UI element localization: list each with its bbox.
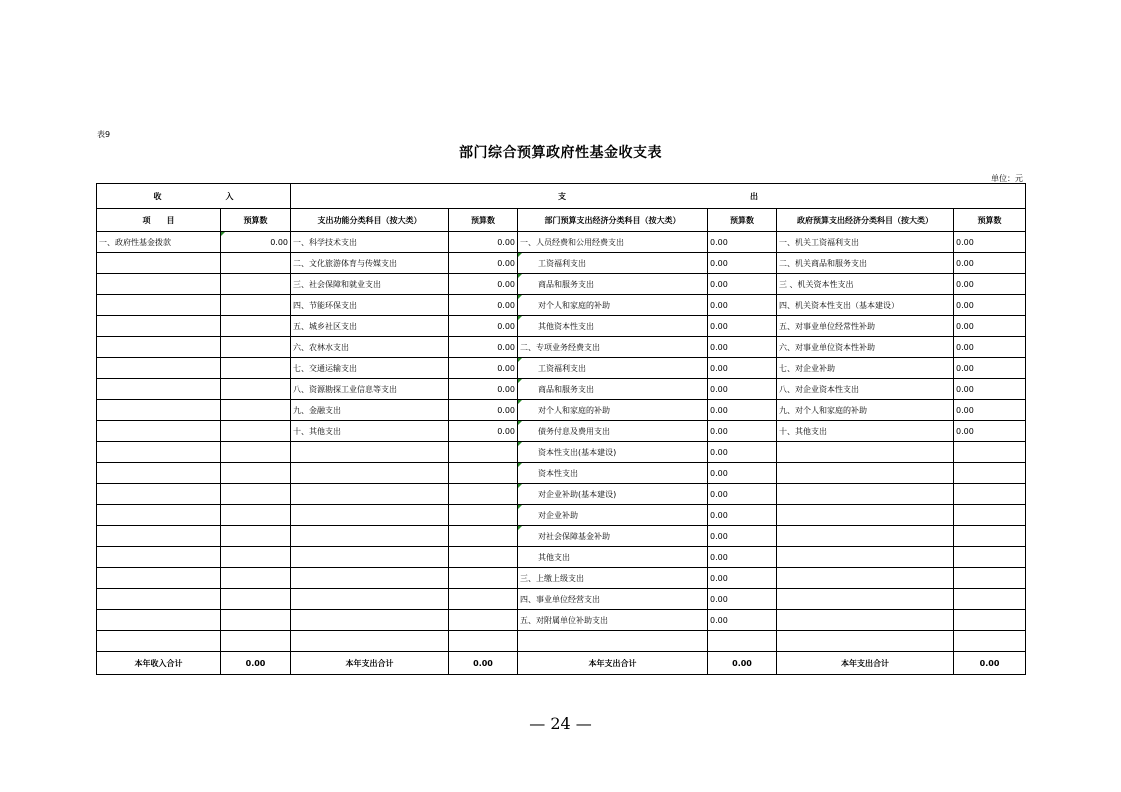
table-cell: 0.00 [708, 526, 777, 547]
table-cell: 三、上缴上级支出 [518, 568, 708, 589]
col-header: 支出功能分类科目（按大类） [291, 209, 449, 232]
table-cell: 0.00 [708, 610, 777, 631]
expense-header: 支 出 [291, 184, 1026, 209]
table-row [97, 421, 1026, 442]
table-cell: 0.00 [708, 253, 777, 274]
table-cell: 0.00 [708, 400, 777, 421]
table-cell: 0.00 [708, 547, 777, 568]
table-cell [221, 463, 291, 484]
table-cell: 六、对事业单位资本性补助 [777, 337, 954, 358]
table-cell [449, 463, 518, 484]
table-cell [777, 610, 954, 631]
table-cell [291, 610, 449, 631]
table-cell: 十、其他支出 [291, 421, 449, 442]
table-cell [449, 526, 518, 547]
table-cell: 八、资源勘探工业信息等支出 [291, 379, 449, 400]
table-cell [221, 295, 291, 316]
table-cell: 六、农林水支出 [291, 337, 449, 358]
table-cell: 十、其他支出 [777, 421, 954, 442]
table-cell [291, 505, 449, 526]
table-cell: 0.00 [708, 463, 777, 484]
table-cell [97, 610, 221, 631]
table-cell [97, 631, 221, 652]
table-cell: 0.00 [708, 295, 777, 316]
table-cell [777, 463, 954, 484]
table-cell [777, 568, 954, 589]
total-cell: 0.00 [449, 652, 518, 675]
table-cell [954, 610, 1026, 631]
table-cell [97, 316, 221, 337]
table-cell: 0.00 [708, 568, 777, 589]
table-cell [291, 589, 449, 610]
table-row [97, 589, 1026, 610]
table-cell: 一、人员经费和公用经费支出 [518, 232, 708, 253]
table-cell: 商品和服务支出 [518, 379, 708, 400]
table-cell: 0.00 [449, 358, 518, 379]
total-cell: 本年收入合计 [97, 652, 221, 675]
col-header: 预算数 [708, 209, 777, 232]
table-cell [221, 442, 291, 463]
page-title: 部门综合预算政府性基金收支表 [459, 145, 662, 161]
totals-row [97, 652, 1026, 675]
table-cell [954, 568, 1026, 589]
table-cell [97, 400, 221, 421]
table-cell [449, 568, 518, 589]
table-cell [221, 589, 291, 610]
table-row [97, 337, 1026, 358]
table-row [97, 568, 1026, 589]
table-cell [777, 589, 954, 610]
total-cell: 本年支出合计 [291, 652, 449, 675]
table-cell: 四、节能环保支出 [291, 295, 449, 316]
table-cell: 工资福利支出 [518, 253, 708, 274]
table-cell: 0.00 [954, 400, 1026, 421]
table-cell: 三、社会保障和就业支出 [291, 274, 449, 295]
table-cell: 0.00 [449, 379, 518, 400]
table-cell [449, 547, 518, 568]
total-cell: 0.00 [708, 652, 777, 675]
table-cell: 0.00 [954, 379, 1026, 400]
table-cell: 0.00 [954, 253, 1026, 274]
table-cell: 对社会保障基金补助 [518, 526, 708, 547]
table-row [97, 463, 1026, 484]
table-cell: 资本性支出 [518, 463, 708, 484]
table-row [97, 442, 1026, 463]
table-cell [221, 253, 291, 274]
budget-table [96, 183, 1026, 675]
table-cell: 0.00 [221, 232, 291, 253]
table-cell: 对企业补助 [518, 505, 708, 526]
table-row [97, 610, 1026, 631]
table-cell [777, 484, 954, 505]
table-cell: 0.00 [708, 484, 777, 505]
table-cell: 对个人和家庭的补助 [518, 400, 708, 421]
total-cell: 本年支出合计 [777, 652, 954, 675]
col-header: 项 目 [97, 209, 221, 232]
table-cell [221, 379, 291, 400]
table-cell: 三 、机关资本性支出 [777, 274, 954, 295]
table-cell [708, 631, 777, 652]
table-cell: 一、政府性基金拨款 [97, 232, 221, 253]
table-cell [97, 421, 221, 442]
table-cell: 五、城乡社区支出 [291, 316, 449, 337]
table-cell: 二、文化旅游体育与传媒支出 [291, 253, 449, 274]
table-cell: 0.00 [449, 232, 518, 253]
table-cell [777, 631, 954, 652]
table-row [97, 547, 1026, 568]
table-cell [954, 547, 1026, 568]
table-row [97, 253, 1026, 274]
table-cell: 0.00 [954, 358, 1026, 379]
table-row [97, 631, 1026, 652]
table-cell [221, 421, 291, 442]
table-cell [221, 610, 291, 631]
table-cell: 0.00 [954, 274, 1026, 295]
table-cell: 五、对事业单位经常性补助 [777, 316, 954, 337]
table-cell: 0.00 [708, 337, 777, 358]
table-cell: 0.00 [954, 316, 1026, 337]
table-cell [449, 505, 518, 526]
table-cell: 九、对个人和家庭的补助 [777, 400, 954, 421]
col-header: 预算数 [954, 209, 1026, 232]
table-cell [221, 505, 291, 526]
table-cell [221, 316, 291, 337]
page-number: — 24 — [529, 714, 592, 733]
table-cell: 二、专项业务经费支出 [518, 337, 708, 358]
table-cell: 0.00 [708, 358, 777, 379]
table-cell: 0.00 [708, 274, 777, 295]
table-cell: 0.00 [449, 337, 518, 358]
table-row [97, 400, 1026, 421]
table-cell: 五、对附属单位补助支出 [518, 610, 708, 631]
col-header: 部门预算支出经济分类科目（按大类） [518, 209, 708, 232]
table-cell [291, 442, 449, 463]
table-cell [449, 610, 518, 631]
table-cell [449, 484, 518, 505]
table-cell: 0.00 [449, 316, 518, 337]
income-header: 收 入 [97, 184, 291, 209]
unit-label: 单位：元 [991, 174, 1023, 183]
table-cell: 其他支出 [518, 547, 708, 568]
table-row [97, 295, 1026, 316]
table-tag: 表9 [97, 130, 111, 139]
table-cell [97, 568, 221, 589]
table-cell [97, 484, 221, 505]
table-cell [291, 568, 449, 589]
table-row [97, 232, 1026, 253]
table-cell: 商品和服务支出 [518, 274, 708, 295]
table-cell: 工资福利支出 [518, 358, 708, 379]
table-row [97, 484, 1026, 505]
table-cell [221, 484, 291, 505]
table-cell [97, 463, 221, 484]
table-cell [221, 631, 291, 652]
table-cell [97, 442, 221, 463]
table-row [97, 316, 1026, 337]
table-cell [221, 358, 291, 379]
table-cell: 0.00 [449, 253, 518, 274]
table-cell: 0.00 [449, 274, 518, 295]
table-cell: 0.00 [954, 421, 1026, 442]
table-row [97, 505, 1026, 526]
total-cell: 0.00 [954, 652, 1026, 675]
table-cell [97, 379, 221, 400]
table-row [97, 526, 1026, 547]
table-row [97, 379, 1026, 400]
col-header: 预算数 [221, 209, 291, 232]
table-cell: 0.00 [449, 400, 518, 421]
table-row [97, 358, 1026, 379]
table-cell: 资本性支出(基本建设) [518, 442, 708, 463]
table-cell [97, 526, 221, 547]
table-cell [97, 337, 221, 358]
table-cell [291, 484, 449, 505]
table-cell [954, 484, 1026, 505]
table-cell: 二、机关商品和服务支出 [777, 253, 954, 274]
table-cell: 0.00 [954, 232, 1026, 253]
table-cell: 七、交通运输支出 [291, 358, 449, 379]
table-cell [518, 631, 708, 652]
table-row [97, 274, 1026, 295]
column-header-row [97, 209, 1026, 232]
table-cell [449, 589, 518, 610]
table-cell [291, 526, 449, 547]
table-cell: 八、对企业资本性支出 [777, 379, 954, 400]
table-cell [97, 295, 221, 316]
col-header: 政府预算支出经济分类科目（按大类） [777, 209, 954, 232]
table-cell: 其他资本性支出 [518, 316, 708, 337]
table-cell [221, 274, 291, 295]
table-cell [221, 547, 291, 568]
table-cell: 债务付息及费用支出 [518, 421, 708, 442]
table-cell: 一、机关工资福利支出 [777, 232, 954, 253]
table-cell: 0.00 [449, 421, 518, 442]
table-cell [954, 442, 1026, 463]
table-cell [221, 337, 291, 358]
table-cell [97, 547, 221, 568]
table-cell: 九、金融支出 [291, 400, 449, 421]
table-cell: 0.00 [708, 379, 777, 400]
table-cell [221, 568, 291, 589]
table-cell [954, 463, 1026, 484]
table-cell [291, 631, 449, 652]
table-cell [97, 358, 221, 379]
table-cell: 对企业补助(基本建设) [518, 484, 708, 505]
table-cell [97, 253, 221, 274]
table-cell [954, 526, 1026, 547]
total-cell: 本年支出合计 [518, 652, 708, 675]
table-cell: 0.00 [954, 337, 1026, 358]
table-cell [777, 547, 954, 568]
table-cell: 0.00 [449, 295, 518, 316]
table-cell [291, 463, 449, 484]
table-cell [954, 505, 1026, 526]
table-cell [777, 505, 954, 526]
table-cell [449, 631, 518, 652]
table-cell: 0.00 [708, 421, 777, 442]
table-cell [221, 400, 291, 421]
table-cell [449, 442, 518, 463]
table-cell: 四、事业单位经营支出 [518, 589, 708, 610]
table-cell: 对个人和家庭的补助 [518, 295, 708, 316]
table-cell [221, 526, 291, 547]
table-cell: 四、机关资本性支出（基本建设） [777, 295, 954, 316]
table-cell: 0.00 [708, 442, 777, 463]
table-cell [97, 505, 221, 526]
table-cell: 0.00 [708, 505, 777, 526]
table-cell: 一、科学技术支出 [291, 232, 449, 253]
table-cell [97, 589, 221, 610]
table-cell [777, 526, 954, 547]
table-cell: 七、对企业补助 [777, 358, 954, 379]
table-cell [291, 547, 449, 568]
total-cell: 0.00 [221, 652, 291, 675]
table-cell: 0.00 [708, 232, 777, 253]
table-cell: 0.00 [708, 589, 777, 610]
col-header: 预算数 [449, 209, 518, 232]
table-cell [777, 442, 954, 463]
table-cell [97, 274, 221, 295]
table-cell [954, 589, 1026, 610]
table-cell [954, 631, 1026, 652]
table-cell: 0.00 [954, 295, 1026, 316]
table-cell: 0.00 [708, 316, 777, 337]
